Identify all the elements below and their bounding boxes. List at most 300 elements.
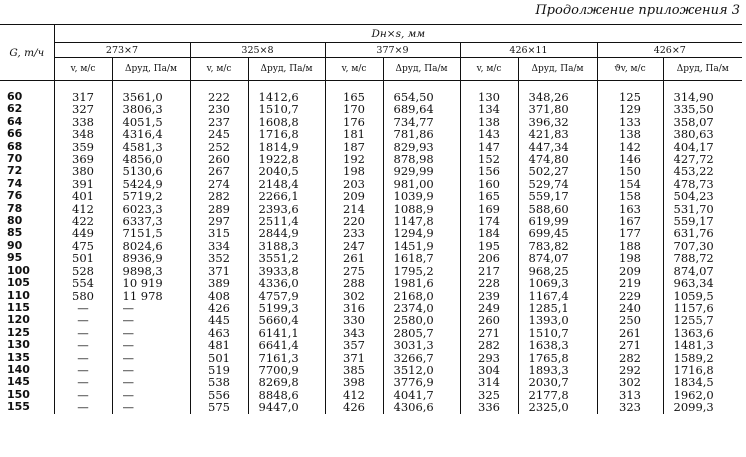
pressure-drop-cell: 968,25 <box>518 265 597 277</box>
velocity-cell: 313 <box>597 389 663 401</box>
pressure-drop-cell: 699,45 <box>518 227 597 239</box>
velocity-cell: 198 <box>325 165 383 177</box>
pressure-drop-cell: 7151,5 <box>112 227 190 239</box>
pressure-drop-cell: 7161,3 <box>248 352 325 364</box>
pressure-drop-cell: 874,07 <box>518 252 597 264</box>
velocity-cell: 152 <box>460 153 518 165</box>
pressure-drop-cell: 4581,3 <box>112 141 190 153</box>
pressure-drop-cell: 1393,0 <box>518 314 597 326</box>
table-row <box>0 227 742 239</box>
velocity-cell: 348 <box>54 128 112 140</box>
pressure-drop-cell: 2148,4 <box>248 178 325 190</box>
pressure-drop-cell: 2511,4 <box>248 215 325 227</box>
pressure-drop-cell: 1510,7 <box>518 327 597 339</box>
pressure-drop-cell: 1962,0 <box>663 389 742 401</box>
velocity-cell: — <box>54 376 112 388</box>
velocity-cell: 129 <box>597 103 663 115</box>
table-row <box>0 327 742 339</box>
pressure-drop-cell: 3031,3 <box>383 339 460 351</box>
table-row <box>0 265 742 277</box>
pressure-drop-cell: 8936,9 <box>112 252 190 264</box>
velocity-cell: 271 <box>460 327 518 339</box>
pipe-data-table <box>0 24 742 414</box>
table-row <box>0 178 742 190</box>
pressure-drop-cell: 1481,3 <box>663 339 742 351</box>
velocity-cell: 134 <box>460 103 518 115</box>
flow-rate-cell: 76 <box>7 190 23 203</box>
pressure-drop-cell: 3266,7 <box>383 352 460 364</box>
velocity-cell: 275 <box>325 265 383 277</box>
velocity-cell: 250 <box>597 314 663 326</box>
velocity-cell: 475 <box>54 240 112 252</box>
pressure-drop-cell: 929,99 <box>383 165 460 177</box>
velocity-cell: 138 <box>460 116 518 128</box>
velocity-cell: 391 <box>54 178 112 190</box>
velocity-cell: 389 <box>190 277 248 289</box>
flow-rate-cell: 62 <box>7 103 23 116</box>
velocity-cell: 261 <box>325 252 383 264</box>
pressure-drop-cell: 531,70 <box>663 203 742 215</box>
pressure-drop-cell: 1716,8 <box>663 364 742 376</box>
pressure-drop-cell: 4336,0 <box>248 277 325 289</box>
velocity-cell: 195 <box>460 240 518 252</box>
velocity-cell: 463 <box>190 327 248 339</box>
velocity-cell: 228 <box>460 277 518 289</box>
pressure-drop-cell: — <box>112 389 190 401</box>
flow-rate-cell: 105 <box>7 277 30 290</box>
velocity-cell: 445 <box>190 314 248 326</box>
pressure-drop-cell: 5424,9 <box>112 178 190 190</box>
velocity-cell: 380 <box>54 165 112 177</box>
pressure-drop-cell: 1834,5 <box>663 376 742 388</box>
pressure-drop-cell: 314,90 <box>663 81 742 104</box>
pressure-drop-cell: 427,72 <box>663 153 742 165</box>
velocity-cell: 170 <box>325 103 383 115</box>
velocity-cell: 554 <box>54 277 112 289</box>
pressure-drop-cell: 1147,8 <box>383 215 460 227</box>
flow-rate-cell: 110 <box>7 289 30 302</box>
velocity-cell: 146 <box>597 153 663 165</box>
pressure-drop-cell: 559,17 <box>663 215 742 227</box>
table-row <box>0 302 742 314</box>
flow-rate-cell: 72 <box>7 165 23 178</box>
velocity-cell: 143 <box>460 128 518 140</box>
pressure-drop-cell: 5199,3 <box>248 302 325 314</box>
velocity-cell: 206 <box>460 252 518 264</box>
pressure-drop-cell: — <box>112 314 190 326</box>
table-caption: Продолжение приложения 3 <box>535 3 740 18</box>
pressure-drop-cell: 1981,6 <box>383 277 460 289</box>
flow-rate-cell: 66 <box>7 128 23 141</box>
pressure-drop-cell: 2580,0 <box>383 314 460 326</box>
velocity-cell: 267 <box>190 165 248 177</box>
dimension-span-header: Dн×s, мм <box>54 25 742 43</box>
pressure-drop-cell: 3551,2 <box>248 252 325 264</box>
pressure-drop-cell: 3561,0 <box>112 81 190 104</box>
velocity-cell: 575 <box>190 401 248 413</box>
velocity-cell: 282 <box>597 352 663 364</box>
velocity-cell: 352 <box>190 252 248 264</box>
pressure-drop-cell: 2374,0 <box>383 302 460 314</box>
pressure-drop-cell: 1922,8 <box>248 153 325 165</box>
velocity-cell: 260 <box>190 153 248 165</box>
velocity-cell: — <box>54 327 112 339</box>
pressure-drop-cell: 3512,0 <box>383 364 460 376</box>
pipe-size-header: 273×7 <box>54 43 190 58</box>
velocity-cell: 138 <box>597 128 663 140</box>
flow-rate-cell: 125 <box>7 326 30 339</box>
pressure-drop-cell: 1412,6 <box>248 81 325 104</box>
table-row <box>0 103 742 115</box>
pressure-drop-cell: 707,30 <box>663 240 742 252</box>
pressure-drop-cell: 981,00 <box>383 178 460 190</box>
velocity-cell: 156 <box>460 165 518 177</box>
pressure-drop-header: Δpуд, Па/м <box>248 58 325 81</box>
pressure-drop-cell: 474,80 <box>518 153 597 165</box>
pressure-drop-cell: 783,82 <box>518 240 597 252</box>
pressure-drop-cell: 4757,9 <box>248 290 325 302</box>
pressure-drop-cell: 529,74 <box>518 178 597 190</box>
table-row <box>0 165 742 177</box>
velocity-cell: 288 <box>325 277 383 289</box>
pressure-drop-cell: 3776,9 <box>383 376 460 388</box>
pressure-drop-cell: 1510,7 <box>248 103 325 115</box>
pressure-drop-cell: 358,07 <box>663 116 742 128</box>
pressure-drop-cell: 1893,3 <box>518 364 597 376</box>
table-row <box>0 277 742 289</box>
velocity-cell: 289 <box>190 203 248 215</box>
pressure-drop-header: Δpуд, Па/м <box>112 58 190 81</box>
velocity-cell: 252 <box>190 141 248 153</box>
velocity-cell: 239 <box>460 290 518 302</box>
velocity-cell: 188 <box>597 240 663 252</box>
velocity-cell: 165 <box>460 190 518 202</box>
pressure-drop-cell: 619,99 <box>518 215 597 227</box>
pressure-drop-header: Δpуд, Па/м <box>383 58 460 81</box>
pressure-drop-cell: 829,93 <box>383 141 460 153</box>
pressure-drop-cell: 878,98 <box>383 153 460 165</box>
pressure-drop-cell: 1618,7 <box>383 252 460 264</box>
velocity-header: v, м/с <box>325 58 383 81</box>
velocity-cell: 338 <box>54 116 112 128</box>
pressure-drop-cell: 502,27 <box>518 165 597 177</box>
velocity-cell: 302 <box>597 376 663 388</box>
table-row <box>0 153 742 165</box>
pressure-drop-cell: 2030,7 <box>518 376 597 388</box>
velocity-cell: 247 <box>325 240 383 252</box>
flow-rate-cell: 150 <box>7 388 30 401</box>
pressure-drop-cell: 1608,8 <box>248 116 325 128</box>
velocity-cell: 519 <box>190 364 248 376</box>
pressure-drop-cell: 2393,6 <box>248 203 325 215</box>
velocity-cell: 315 <box>190 227 248 239</box>
pressure-drop-cell: 1451,9 <box>383 240 460 252</box>
velocity-cell: 317 <box>54 81 112 104</box>
pressure-drop-cell: 8269,8 <box>248 376 325 388</box>
pressure-drop-cell: 2325,0 <box>518 401 597 413</box>
pressure-drop-cell: 5660,4 <box>248 314 325 326</box>
pressure-drop-cell: 4316,4 <box>112 128 190 140</box>
velocity-cell: 412 <box>325 389 383 401</box>
table-row <box>0 339 742 351</box>
pressure-drop-cell: 10 919 <box>112 277 190 289</box>
velocity-cell: 343 <box>325 327 383 339</box>
velocity-cell: 237 <box>190 116 248 128</box>
pressure-drop-cell: 504,23 <box>663 190 742 202</box>
pressure-drop-cell: 7700,9 <box>248 364 325 376</box>
table-row <box>0 190 742 202</box>
pressure-drop-cell: 1765,8 <box>518 352 597 364</box>
velocity-cell: 292 <box>597 364 663 376</box>
velocity-cell: 245 <box>190 128 248 140</box>
pressure-drop-cell: 8848,6 <box>248 389 325 401</box>
pressure-drop-cell: — <box>112 302 190 314</box>
flow-rate-cell: 70 <box>7 153 23 166</box>
quantity-header-row <box>0 58 742 81</box>
velocity-cell: 314 <box>460 376 518 388</box>
pressure-drop-cell: 6141,1 <box>248 327 325 339</box>
flow-rate-cell: 85 <box>7 227 23 240</box>
pressure-drop-cell: 2266,1 <box>248 190 325 202</box>
pressure-drop-cell: 588,60 <box>518 203 597 215</box>
pressure-drop-cell: 4041,7 <box>383 389 460 401</box>
pressure-drop-cell: 8024,6 <box>112 240 190 252</box>
pressure-drop-cell: 1255,7 <box>663 314 742 326</box>
pressure-drop-cell: 2844,9 <box>248 227 325 239</box>
pressure-drop-cell: 781,86 <box>383 128 460 140</box>
pressure-drop-cell: 11 978 <box>112 290 190 302</box>
velocity-cell: 369 <box>54 153 112 165</box>
velocity-cell: 167 <box>597 215 663 227</box>
pressure-drop-cell: — <box>112 352 190 364</box>
pressure-drop-cell: 1088,9 <box>383 203 460 215</box>
velocity-header: v, м/с <box>460 58 518 81</box>
velocity-cell: 220 <box>325 215 383 227</box>
velocity-cell: 142 <box>597 141 663 153</box>
pressure-drop-cell: 447,34 <box>518 141 597 153</box>
pressure-drop-cell: — <box>112 376 190 388</box>
velocity-cell: 501 <box>54 252 112 264</box>
velocity-cell: 359 <box>54 141 112 153</box>
velocity-cell: 401 <box>54 190 112 202</box>
pressure-drop-cell: — <box>112 364 190 376</box>
velocity-cell: 580 <box>54 290 112 302</box>
table-row <box>0 401 742 413</box>
velocity-cell: 297 <box>190 215 248 227</box>
pressure-drop-cell: 6641,4 <box>248 339 325 351</box>
velocity-cell: 398 <box>325 376 383 388</box>
pipe-size-header: 325×8 <box>190 43 325 58</box>
velocity-cell: 154 <box>597 178 663 190</box>
velocity-cell: 176 <box>325 116 383 128</box>
velocity-cell: — <box>54 401 112 413</box>
flow-rate-cell: 78 <box>7 202 23 215</box>
pressure-drop-cell: 348,26 <box>518 81 597 104</box>
velocity-cell: 371 <box>190 265 248 277</box>
flow-rate-cell: 115 <box>7 301 30 314</box>
pressure-drop-cell: 654,50 <box>383 81 460 104</box>
velocity-cell: 357 <box>325 339 383 351</box>
velocity-cell: 229 <box>597 290 663 302</box>
velocity-cell: 449 <box>54 227 112 239</box>
table-row <box>0 252 742 264</box>
velocity-cell: 177 <box>597 227 663 239</box>
velocity-cell: — <box>54 364 112 376</box>
pressure-drop-cell: 689,64 <box>383 103 460 115</box>
table-row <box>0 314 742 326</box>
pipe-size-header: 377×9 <box>325 43 460 58</box>
velocity-cell: 282 <box>460 339 518 351</box>
pressure-drop-cell: 1167,4 <box>518 290 597 302</box>
pressure-drop-cell: 4051,5 <box>112 116 190 128</box>
pressure-drop-cell: 380,63 <box>663 128 742 140</box>
pressure-drop-cell: 3188,3 <box>248 240 325 252</box>
velocity-cell: 260 <box>460 314 518 326</box>
velocity-cell: 426 <box>190 302 248 314</box>
pressure-drop-cell: 5719,2 <box>112 190 190 202</box>
pressure-drop-cell: 6337,3 <box>112 215 190 227</box>
pressure-drop-cell: 631,76 <box>663 227 742 239</box>
velocity-cell: — <box>54 339 112 351</box>
pressure-drop-cell: — <box>112 401 190 413</box>
velocity-cell: 209 <box>597 265 663 277</box>
flow-rate-cell: 155 <box>7 401 30 414</box>
table-row <box>0 116 742 128</box>
pressure-drop-cell: 421,83 <box>518 128 597 140</box>
flow-rate-cell: 140 <box>7 363 30 376</box>
pressure-drop-cell: 2177,8 <box>518 389 597 401</box>
velocity-cell: 240 <box>597 302 663 314</box>
velocity-cell: 371 <box>325 352 383 364</box>
pressure-drop-cell: 9898,3 <box>112 265 190 277</box>
pipe-size-row <box>0 43 742 58</box>
pressure-drop-cell: 1039,9 <box>383 190 460 202</box>
velocity-cell: 150 <box>597 165 663 177</box>
pressure-drop-cell: 2040,5 <box>248 165 325 177</box>
velocity-cell: 163 <box>597 203 663 215</box>
pressure-drop-cell: 788,72 <box>663 252 742 264</box>
pressure-drop-cell: 3806,3 <box>112 103 190 115</box>
velocity-header: v, м/с <box>54 58 112 81</box>
velocity-cell: 184 <box>460 227 518 239</box>
flow-rate-cell: 90 <box>7 239 23 252</box>
table-row <box>0 352 742 364</box>
table-row <box>0 203 742 215</box>
pressure-drop-cell: 1814,9 <box>248 141 325 153</box>
pressure-drop-cell: 1285,1 <box>518 302 597 314</box>
pipe-size-header: 426×11 <box>460 43 597 58</box>
velocity-cell: — <box>54 352 112 364</box>
table-row <box>0 389 742 401</box>
pressure-drop-cell: 2099,3 <box>663 401 742 413</box>
table-row <box>0 240 742 252</box>
pressure-drop-cell: 4306,6 <box>383 401 460 413</box>
velocity-cell: 293 <box>460 352 518 364</box>
pressure-drop-cell: — <box>112 327 190 339</box>
pressure-drop-cell: 734,77 <box>383 116 460 128</box>
velocity-cell: 271 <box>597 339 663 351</box>
table-row <box>0 128 742 140</box>
velocity-cell: 302 <box>325 290 383 302</box>
velocity-cell: 217 <box>460 265 518 277</box>
flow-rate-cell: 130 <box>7 339 30 352</box>
pressure-drop-cell: 1157,6 <box>663 302 742 314</box>
flow-rate-cell: 68 <box>7 140 23 153</box>
velocity-cell: 261 <box>597 327 663 339</box>
flow-rate-cell: 145 <box>7 376 30 389</box>
velocity-cell: 160 <box>460 178 518 190</box>
velocity-cell: — <box>54 314 112 326</box>
velocity-cell: 192 <box>325 153 383 165</box>
pressure-drop-cell: 453,22 <box>663 165 742 177</box>
pressure-drop-cell: 963,34 <box>663 277 742 289</box>
velocity-cell: 165 <box>325 81 383 104</box>
velocity-cell: 209 <box>325 190 383 202</box>
table-row <box>0 215 742 227</box>
pressure-drop-cell: 396,32 <box>518 116 597 128</box>
pressure-drop-cell: 4856,0 <box>112 153 190 165</box>
velocity-cell: 130 <box>460 81 518 104</box>
pressure-drop-cell: — <box>112 339 190 351</box>
pressure-drop-cell: 371,80 <box>518 103 597 115</box>
pressure-drop-cell: 335,50 <box>663 103 742 115</box>
pressure-drop-cell: 1589,2 <box>663 352 742 364</box>
velocity-cell: 125 <box>597 81 663 104</box>
velocity-cell: 198 <box>597 252 663 264</box>
pressure-drop-cell: 1294,9 <box>383 227 460 239</box>
pressure-drop-cell: 1059,5 <box>663 290 742 302</box>
table-row <box>0 141 742 153</box>
table-body <box>0 81 742 414</box>
velocity-cell: 323 <box>597 401 663 413</box>
velocity-cell: 334 <box>190 240 248 252</box>
velocity-cell: 408 <box>190 290 248 302</box>
flow-rate-header: G, т/ч <box>0 25 54 81</box>
velocity-header: ϑv, м/с <box>597 58 663 81</box>
pressure-drop-cell: 1716,8 <box>248 128 325 140</box>
flow-rate-cell: 95 <box>7 252 23 265</box>
flow-rate-cell: 74 <box>7 177 23 190</box>
velocity-cell: 158 <box>597 190 663 202</box>
velocity-header: v, м/с <box>190 58 248 81</box>
velocity-cell: 412 <box>54 203 112 215</box>
velocity-cell: 316 <box>325 302 383 314</box>
velocity-cell: 274 <box>190 178 248 190</box>
velocity-cell: 304 <box>460 364 518 376</box>
velocity-cell: 538 <box>190 376 248 388</box>
pressure-drop-cell: 404,17 <box>663 141 742 153</box>
pressure-drop-cell: 559,17 <box>518 190 597 202</box>
velocity-cell: 385 <box>325 364 383 376</box>
velocity-cell: — <box>54 389 112 401</box>
velocity-cell: 133 <box>597 116 663 128</box>
pressure-drop-cell: 5130,6 <box>112 165 190 177</box>
velocity-cell: 327 <box>54 103 112 115</box>
pressure-drop-cell: 2168,0 <box>383 290 460 302</box>
flow-rate-cell: 64 <box>7 115 23 128</box>
velocity-cell: 249 <box>460 302 518 314</box>
table-row <box>0 376 742 388</box>
table-row <box>0 364 742 376</box>
pressure-drop-header: Δpуд, Па/м <box>518 58 597 81</box>
velocity-cell: 214 <box>325 203 383 215</box>
pressure-drop-header: Δpуд, Па/м <box>663 58 742 81</box>
velocity-cell: 481 <box>190 339 248 351</box>
velocity-cell: 169 <box>460 203 518 215</box>
velocity-cell: 336 <box>460 401 518 413</box>
velocity-cell: 426 <box>325 401 383 413</box>
velocity-cell: 330 <box>325 314 383 326</box>
